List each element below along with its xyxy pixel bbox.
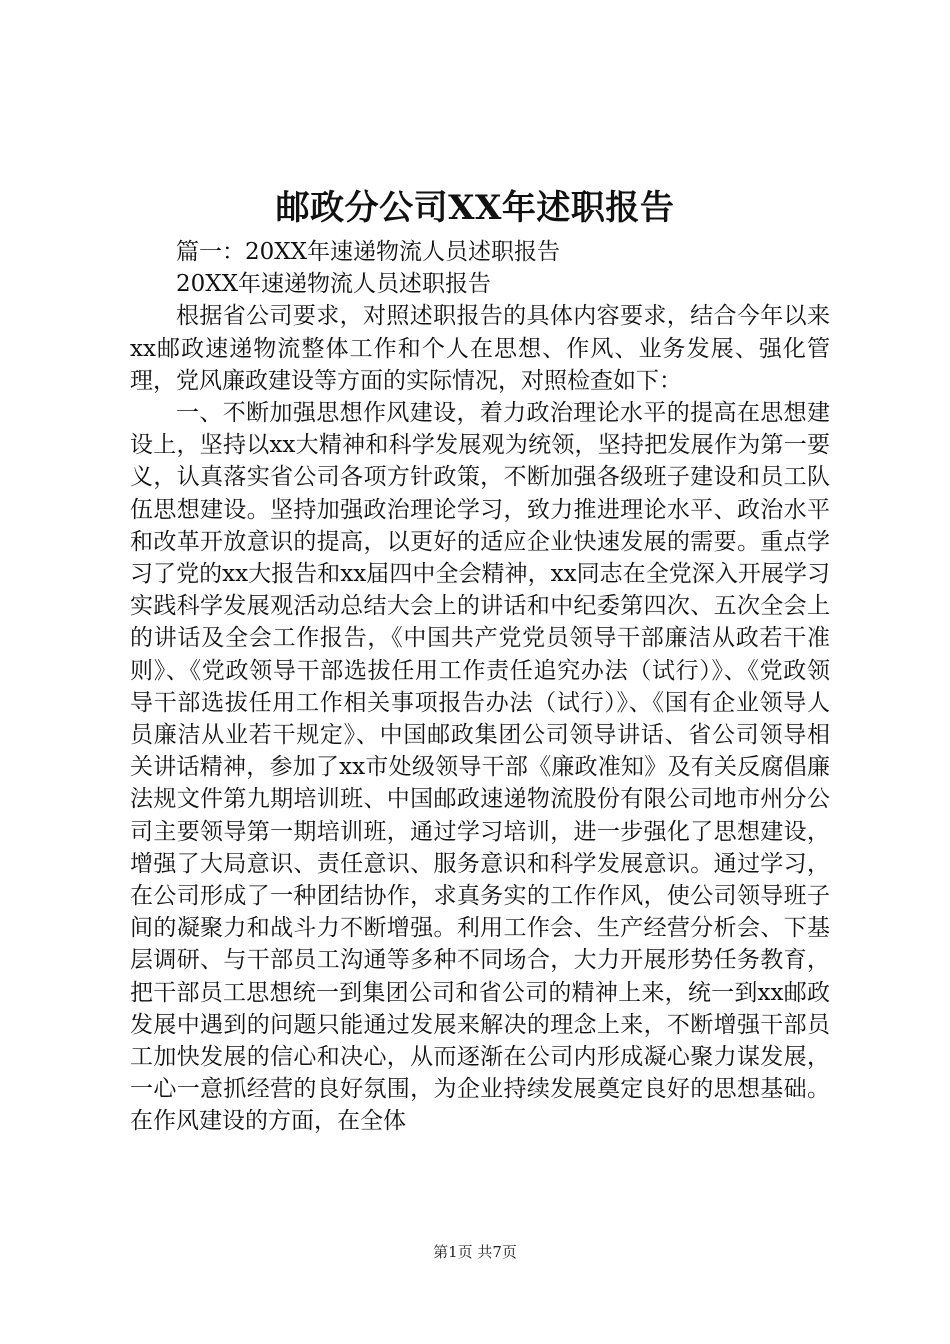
document-title: 邮政分公司XX年述职报告 (275, 188, 675, 228)
report-heading: 20XX年速递物流人员述职报告 (176, 271, 492, 298)
intro-paragraph: 根据省公司要求，对照述职报告的具体内容要求，结合今年以来xx邮政速递物流整体工作和个人在思想、作风、业务发展、强化管理，党风廉政建设等方面的实际情况，对照检查如下： (130, 303, 830, 394)
page-number: 第1页 共7页 (433, 1243, 517, 1261)
body-paragraph: 一、不断加强思想作风建设，着力政治理论水平的提高在思想建设上，坚持以xx大精神和科学发展观为统领，坚持把发展作为第一要义，认真落实省公司各项方针政策，不断加强各级班子建设和员工队伍思想建设。坚持加强政治理论学习，致力推进理论水平、政治水平和改革开放意识的提高，以更好的适应企业快速发展的需要。重点学习了党的xx大报告和xx届四中全会精神，xx同志在全党深入开展学习实践科学发展观活动总结大会上的讲话和中纪委第四次、五次全会上的讲话及全会工作报告，《中国共产党党员领导干部廉洁从政若干准则》、《党政领导干部选拔任用工作责任追究办法（试行）》、《党政领导干部选拔任用工作相关事项报告办法（试行）》、《国有企业领导人员廉洁从业若干规定》、中国邮政集团公司领导讲话、省公司领导相关讲话精神，参加了xx市处级领导干部《廉政准知》及有关反腐倡廉法规文件第九期培训班、中国邮政速递物流股份有限公司地市州分公司主要领导第一期培训班，通过学习培训，进一步强化了思想建设，增强了大局意识、责任意识、服务意识和科学发展意识。通过学习，在公司形成了一种团结协作，求真务实的工作作风，使公司领导班子间的凝聚力和战斗力不断增强。利用工作会、生产经营分析会、下基层调研、与干部员工沟通等多种不同场合，大力开展形势任务教育，把干部员工思想统一到集团公司和省公司的精神上来，统一到xx邮政发展中遇到的问题只能通过发展来解决的理念上来，不断增强干部员工加快发展的信心和决心，从而逐渐在公司内形成凝心聚力谋发展，一心一意抓经营的良好氛围，为企业持续发展奠定良好的思想基础。在作风建设的方面，在全体 (130, 400, 830, 1135)
section-heading: 篇一：20XX年速递物流人员述职报告 (176, 239, 561, 265)
document-body (130, 236, 830, 1138)
